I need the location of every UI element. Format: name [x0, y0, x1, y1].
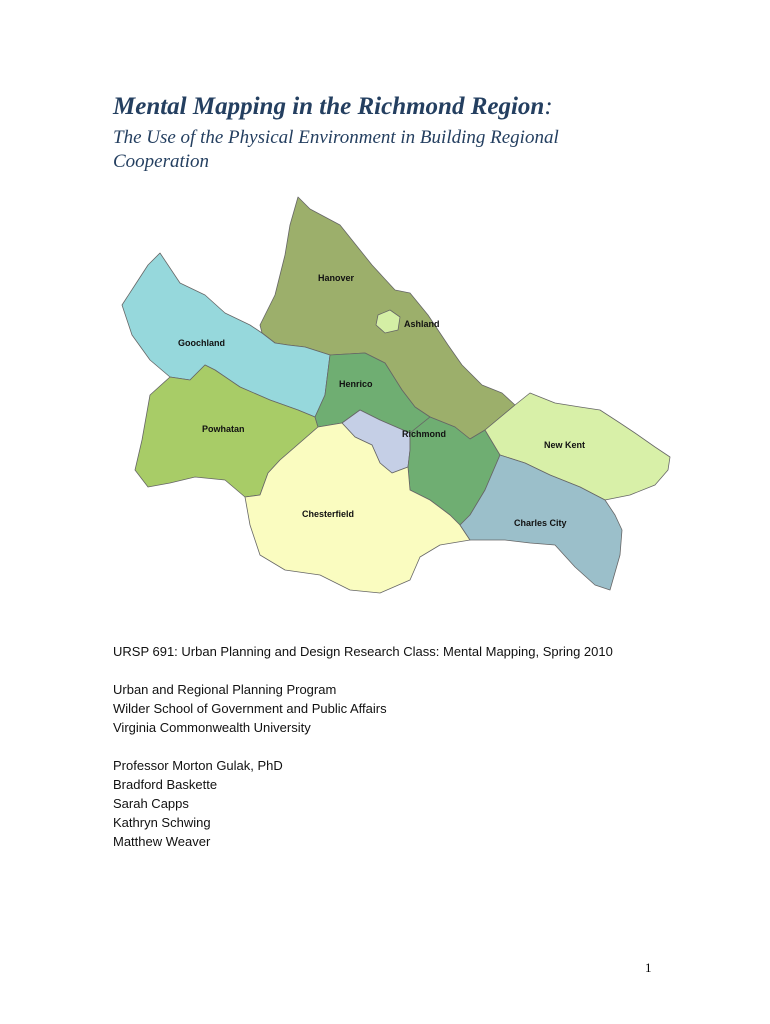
person-author: Matthew Weaver — [113, 834, 211, 849]
richmond-region-map — [110, 195, 680, 600]
person-author: Bradford Baskette — [113, 777, 218, 792]
people-block — [113, 756, 673, 851]
label-ashland: Ashland — [404, 319, 440, 329]
title-block — [113, 92, 673, 174]
document-title — [113, 92, 673, 122]
label-charles-city: Charles City — [514, 518, 567, 528]
document-subtitle: The Use of the Physical Environment in Building Regional Cooperation — [113, 127, 559, 172]
label-powhatan: Powhatan — [202, 424, 245, 434]
program-block — [113, 680, 673, 737]
school-line: Wilder School of Government and Public Affairs — [113, 701, 387, 716]
label-chesterfield: Chesterfield — [302, 509, 355, 519]
person-professor: Professor Morton Gulak, PhD — [113, 758, 283, 773]
label-henrico: Henrico — [339, 379, 373, 389]
program-line: Urban and Regional Planning Program — [113, 682, 337, 697]
title-colon: : — [544, 93, 553, 120]
course-line — [113, 642, 673, 661]
label-goochland: Goochland — [178, 338, 225, 348]
title-main: Mental Mapping in the Richmond Region — [113, 93, 545, 120]
course-text: URSP 691: Urban Planning and Design Research Class: Mental Mapping, Spring 2010 — [113, 644, 613, 659]
page-number: 1 — [645, 960, 652, 975]
label-hanover: Hanover — [318, 273, 355, 283]
person-author: Sarah Capps — [113, 796, 189, 811]
university-line: Virginia Commonwealth University — [113, 720, 311, 735]
person-author: Kathryn Schwing — [113, 815, 211, 830]
label-new-kent: New Kent — [544, 440, 586, 450]
label-richmond: Richmond — [402, 429, 446, 439]
